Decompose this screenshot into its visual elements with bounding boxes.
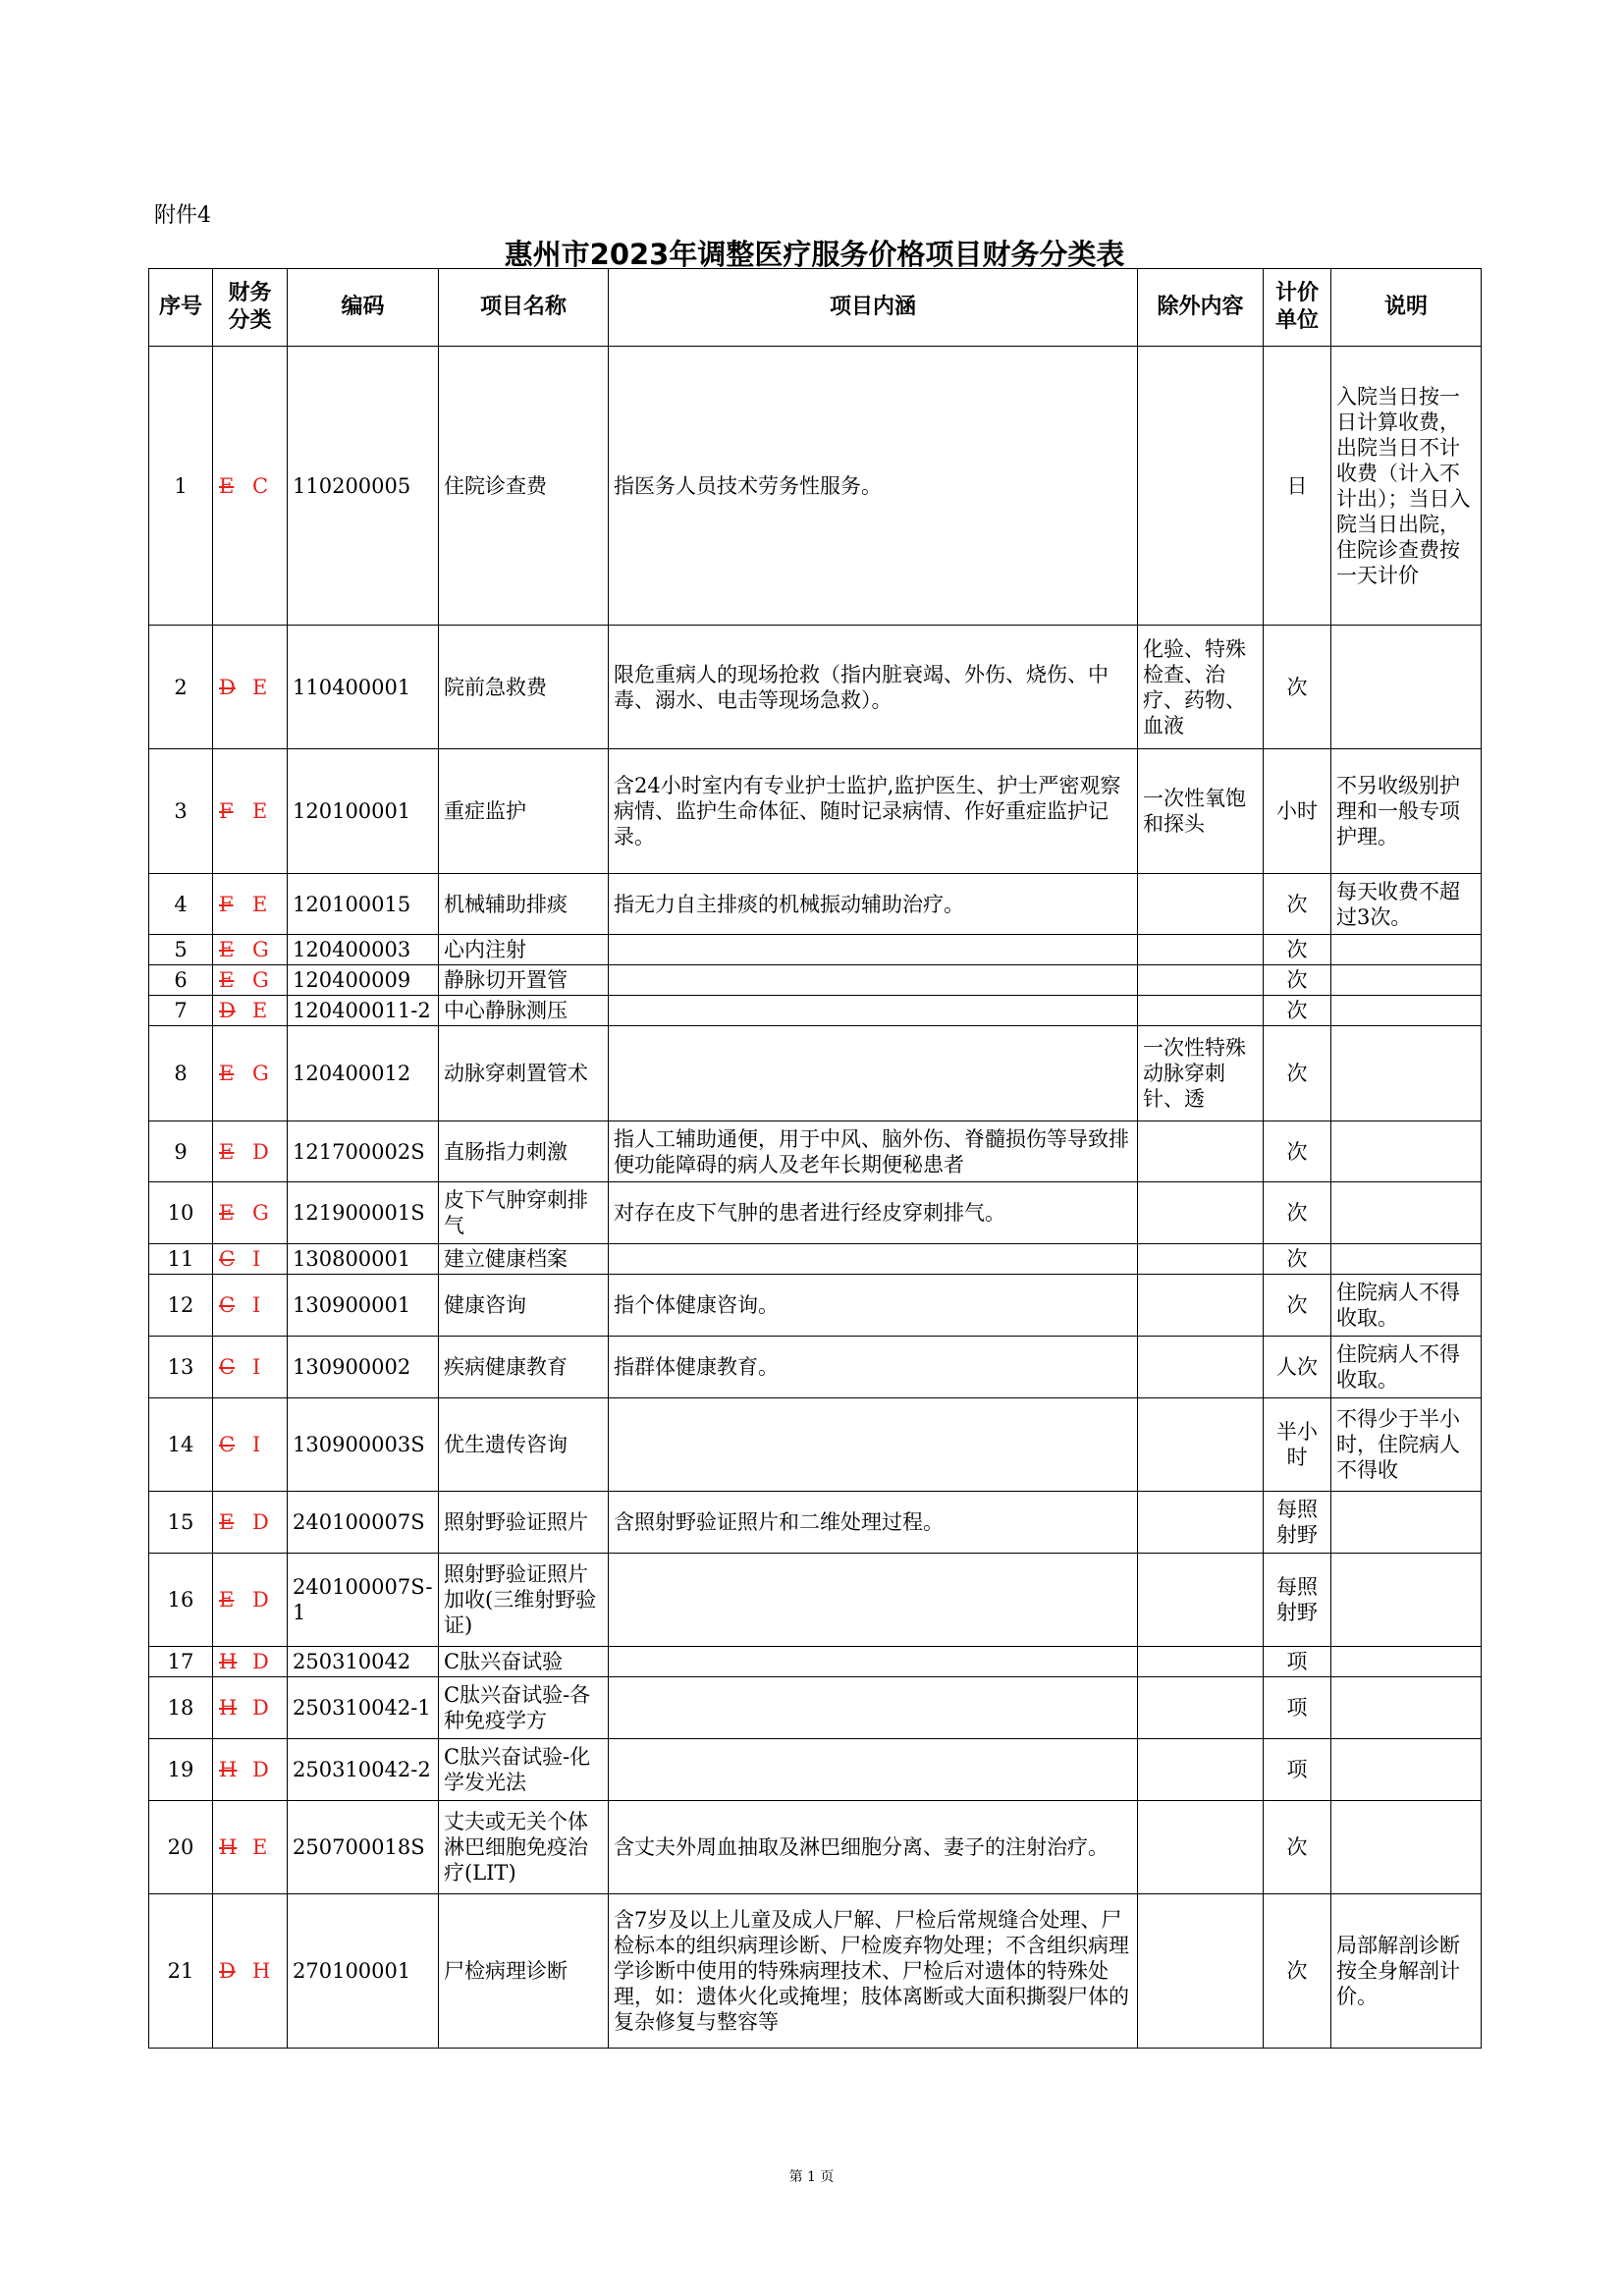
- cell-name: 照射野验证照片加收(三维射野验证): [439, 1554, 609, 1647]
- header-unit: 计价 单位: [1264, 269, 1331, 347]
- cell-code: 121900001S: [288, 1182, 439, 1244]
- cell-content: 指医务人员技术劳务性服务。: [609, 347, 1138, 626]
- cell-code: 110400001: [288, 626, 439, 749]
- new-category: E: [252, 999, 268, 1022]
- cell-code: 120100001: [288, 749, 439, 874]
- cell-category: [213, 1647, 288, 1677]
- cell-exclusions: [1138, 1121, 1264, 1182]
- new-category: D: [252, 1139, 269, 1164]
- cell-exclusions: [1138, 1677, 1264, 1739]
- cell-unit: 项: [1264, 1677, 1331, 1739]
- cell-category: [213, 1739, 288, 1801]
- new-category: E: [252, 675, 268, 699]
- cell-exclusions: [1138, 1337, 1264, 1398]
- old-category: D: [219, 999, 236, 1022]
- cell-content: [609, 1398, 1138, 1492]
- cell-category: [213, 1337, 288, 1398]
- cell-note: 住院病人不得收取。: [1331, 1275, 1482, 1337]
- cell-name: C肽兴奋试验-各种免疫学方: [439, 1677, 609, 1739]
- cell-code: 130900002: [288, 1337, 439, 1398]
- cell-category: [213, 1554, 288, 1647]
- cell-content: [609, 996, 1138, 1026]
- old-category: C: [219, 1293, 236, 1317]
- cell-name: 尸检病理诊断: [439, 1894, 609, 2049]
- new-category: I: [252, 1247, 261, 1271]
- cell-code: 130900003S: [288, 1398, 439, 1492]
- old-category: E: [219, 968, 235, 992]
- cell-seq: 14: [149, 1398, 213, 1492]
- cell-category: [213, 749, 288, 874]
- cell-code: 250310042-2: [288, 1739, 439, 1801]
- cell-seq: 4: [149, 874, 213, 935]
- cell-content: 含24小时室内有专业护士监护,监护医生、护士严密观察病情、监护生命体征、随时记录病情、作好重症监护记录。: [609, 749, 1138, 874]
- cell-note: [1331, 626, 1482, 749]
- old-category: E: [219, 1510, 235, 1534]
- cell-seq: 9: [149, 1121, 213, 1182]
- cell-seq: 16: [149, 1554, 213, 1647]
- cell-exclusions: [1138, 874, 1264, 935]
- cell-code: 250310042-1: [288, 1677, 439, 1739]
- cell-exclusions: [1138, 347, 1264, 626]
- table-row: [149, 935, 1482, 965]
- old-category: E: [219, 1139, 235, 1164]
- cell-exclusions: 一次性氧饱和探头: [1138, 749, 1264, 874]
- table-row: [149, 1894, 1482, 2049]
- old-category: C: [219, 1247, 236, 1271]
- cell-note: 每天收费不超过3次。: [1331, 874, 1482, 935]
- cell-code: 121700002S: [288, 1121, 439, 1182]
- new-category: G: [252, 1062, 269, 1085]
- cell-exclusions: [1138, 1739, 1264, 1801]
- cell-unit: 次: [1264, 1182, 1331, 1244]
- cell-exclusions: [1138, 1894, 1264, 2049]
- cell-content: 含丈夫外周血抽取及淋巴细胞分离、妻子的注射治疗。: [609, 1801, 1138, 1894]
- cell-code: 110200005: [288, 347, 439, 626]
- cell-code: 250310042: [288, 1647, 439, 1677]
- cell-code: 250700018S: [288, 1801, 439, 1894]
- fee-classification-table: [148, 268, 1482, 2049]
- cell-unit: 人次: [1264, 1337, 1331, 1398]
- old-category: E: [219, 1062, 235, 1085]
- cell-note: [1331, 1244, 1482, 1275]
- cell-exclusions: 一次性特殊动脉穿刺针、透: [1138, 1026, 1264, 1121]
- old-category: D: [219, 1959, 236, 1983]
- cell-unit: 次: [1264, 874, 1331, 935]
- new-category: G: [252, 1201, 269, 1225]
- table-row: [149, 1244, 1482, 1275]
- cell-unit: 次: [1264, 1801, 1331, 1894]
- cell-unit: 日: [1264, 347, 1331, 626]
- old-category: H: [219, 1758, 238, 1781]
- cell-code: 130800001: [288, 1244, 439, 1275]
- cell-exclusions: 化验、特殊检查、治疗、药物、血液: [1138, 626, 1264, 749]
- cell-note: [1331, 1121, 1482, 1182]
- cell-content: 对存在皮下气肿的患者进行经皮穿刺排气。: [609, 1182, 1138, 1244]
- cell-content: [609, 1647, 1138, 1677]
- cell-content: 指个体健康咨询。: [609, 1275, 1138, 1337]
- cell-unit: 次: [1264, 1275, 1331, 1337]
- cell-unit: 项: [1264, 1647, 1331, 1677]
- old-category: E: [219, 473, 235, 498]
- table-row: [149, 1801, 1482, 1894]
- header-category: 财务 分类: [213, 269, 288, 347]
- cell-note: [1331, 1182, 1482, 1244]
- old-category: F: [219, 892, 234, 916]
- cell-seq: 11: [149, 1244, 213, 1275]
- table-row: [149, 996, 1482, 1026]
- table-row: [149, 347, 1482, 626]
- cell-code: 270100001: [288, 1894, 439, 2049]
- cell-name: 中心静脉测压: [439, 996, 609, 1026]
- cell-content: [609, 1739, 1138, 1801]
- cell-exclusions: [1138, 1647, 1264, 1677]
- cell-unit: 每照射野: [1264, 1554, 1331, 1647]
- cell-category: [213, 1275, 288, 1337]
- cell-category: [213, 626, 288, 749]
- cell-seq: 15: [149, 1492, 213, 1554]
- cell-seq: 5: [149, 935, 213, 965]
- new-category: E: [252, 892, 268, 916]
- new-category: D: [252, 1758, 269, 1781]
- cell-note: 入院当日按一日计算收费，出院当日不计收费（计入不计出）；当日入院当日出院，住院诊查费按一天计价: [1331, 347, 1482, 626]
- cell-content: 指群体健康教育。: [609, 1337, 1138, 1398]
- cell-note: [1331, 996, 1482, 1026]
- cell-name: 皮下气肿穿刺排气: [439, 1182, 609, 1244]
- cell-category: [213, 1492, 288, 1554]
- table-row: [149, 1554, 1482, 1647]
- cell-name: 动脉穿刺置管术: [439, 1026, 609, 1121]
- cell-content: 限危重病人的现场抢救（指内脏衰竭、外伤、烧伤、中毒、溺水、电击等现场急救）。: [609, 626, 1138, 749]
- cell-category: [213, 996, 288, 1026]
- header-seq: 序号: [149, 269, 213, 347]
- new-category: D: [252, 1696, 269, 1720]
- cell-unit: 次: [1264, 1244, 1331, 1275]
- old-category: H: [219, 1650, 238, 1673]
- cell-category: [213, 935, 288, 965]
- cell-note: 住院病人不得收取。: [1331, 1337, 1482, 1398]
- new-category: I: [252, 1293, 261, 1317]
- cell-name: C肽兴奋试验: [439, 1647, 609, 1677]
- table-row: [149, 1121, 1482, 1182]
- cell-note: [1331, 935, 1482, 965]
- cell-note: [1331, 1677, 1482, 1739]
- new-category: C: [252, 473, 269, 498]
- document-title: 惠州市2023年调整医疗服务价格项目财务分类表: [504, 238, 1125, 271]
- cell-category: [213, 1801, 288, 1894]
- header-content: 项目内涵: [609, 269, 1138, 347]
- cell-code: 120100015: [288, 874, 439, 935]
- page-footer: 第 1 页: [788, 2169, 835, 2185]
- cell-unit: 次: [1264, 1121, 1331, 1182]
- table-row: [149, 1275, 1482, 1337]
- new-category: I: [252, 1355, 261, 1379]
- cell-seq: 8: [149, 1026, 213, 1121]
- cell-name: 健康咨询: [439, 1275, 609, 1337]
- cell-name: 丈夫或无关个体淋巴细胞免疫治疗(LIT): [439, 1801, 609, 1894]
- cell-note: [1331, 1739, 1482, 1801]
- cell-category: [213, 1026, 288, 1121]
- cell-seq: 18: [149, 1677, 213, 1739]
- cell-note: [1331, 1801, 1482, 1894]
- table-row: [149, 626, 1482, 749]
- old-category: D: [219, 675, 236, 699]
- table-row: [149, 749, 1482, 874]
- cell-note: [1331, 965, 1482, 996]
- cell-content: 含照射野验证照片和二维处理过程。: [609, 1492, 1138, 1554]
- table-row: [149, 1398, 1482, 1492]
- cell-name: 静脉切开置管: [439, 965, 609, 996]
- cell-category: [213, 347, 288, 626]
- cell-content: [609, 965, 1138, 996]
- cell-content: 含7岁及以上儿童及成人尸解、尸检后常规缝合处理、尸检标本的组织病理诊断、尸检废弃物处理；不含组织病理学诊断中使用的特殊病理技术、尸检后对遗体的特殊处理，如：遗体火化或掩埋；肢体离断或大面积撕裂尸体的复杂修复与整容等: [609, 1894, 1138, 2049]
- new-category: E: [252, 799, 268, 823]
- table-row: [149, 1739, 1482, 1801]
- cell-exclusions: [1138, 965, 1264, 996]
- new-category: E: [252, 1835, 268, 1859]
- old-category: H: [219, 1696, 238, 1720]
- cell-seq: 6: [149, 965, 213, 996]
- table-row: [149, 1026, 1482, 1121]
- old-category: H: [219, 1835, 238, 1859]
- old-category: C: [219, 1355, 236, 1379]
- cell-unit: 次: [1264, 996, 1331, 1026]
- cell-name: 照射野验证照片: [439, 1492, 609, 1554]
- cell-unit: 次: [1264, 935, 1331, 965]
- table-header-row: [149, 269, 1482, 347]
- new-category: D: [252, 1510, 269, 1534]
- table-row: [149, 1492, 1482, 1554]
- attachment-label: 附件4: [154, 203, 211, 228]
- table-row: [149, 965, 1482, 996]
- cell-exclusions: [1138, 1554, 1264, 1647]
- table-row: [149, 1337, 1482, 1398]
- cell-name: C肽兴奋试验-化学发光法: [439, 1739, 609, 1801]
- cell-unit: 半小时: [1264, 1398, 1331, 1492]
- cell-seq: 3: [149, 749, 213, 874]
- cell-category: [213, 1894, 288, 2049]
- cell-unit: 次: [1264, 626, 1331, 749]
- old-category: C: [219, 1433, 236, 1456]
- old-category: E: [219, 1588, 235, 1612]
- header-note: 说明: [1331, 269, 1482, 347]
- cell-code: 130900001: [288, 1275, 439, 1337]
- old-category: E: [219, 938, 235, 961]
- new-category: D: [252, 1588, 269, 1612]
- cell-code: 120400011-2: [288, 996, 439, 1026]
- cell-exclusions: [1138, 1492, 1264, 1554]
- cell-code: 120400009: [288, 965, 439, 996]
- cell-note: [1331, 1492, 1482, 1554]
- cell-unit: 每照射野: [1264, 1492, 1331, 1554]
- table-row: [149, 1182, 1482, 1244]
- cell-content: [609, 1026, 1138, 1121]
- table-body: [149, 347, 1482, 2049]
- old-category: F: [219, 799, 234, 823]
- cell-seq: 12: [149, 1275, 213, 1337]
- cell-note: [1331, 1554, 1482, 1647]
- cell-note: 不另收级别护理和一般专项护理。: [1331, 749, 1482, 874]
- cell-name: 机械辅助排痰: [439, 874, 609, 935]
- cell-exclusions: [1138, 996, 1264, 1026]
- cell-exclusions: [1138, 1182, 1264, 1244]
- cell-note: [1331, 1647, 1482, 1677]
- new-category: I: [252, 1433, 261, 1456]
- cell-content: [609, 1554, 1138, 1647]
- cell-note: 不得少于半小时，住院病人不得收: [1331, 1398, 1482, 1492]
- cell-exclusions: [1138, 1275, 1264, 1337]
- cell-note: [1331, 1026, 1482, 1121]
- cell-seq: 2: [149, 626, 213, 749]
- cell-code: 120400012: [288, 1026, 439, 1121]
- cell-unit: 次: [1264, 1026, 1331, 1121]
- cell-content: [609, 1244, 1138, 1275]
- cell-category: [213, 965, 288, 996]
- cell-code: 240100007S-1: [288, 1554, 439, 1647]
- cell-seq: 20: [149, 1801, 213, 1894]
- cell-name: 心内注射: [439, 935, 609, 965]
- cell-code: 120400003: [288, 935, 439, 965]
- header-code: 编码: [288, 269, 439, 347]
- cell-code: 240100007S: [288, 1492, 439, 1554]
- cell-seq: 21: [149, 1894, 213, 2049]
- cell-exclusions: [1138, 935, 1264, 965]
- cell-category: [213, 874, 288, 935]
- cell-unit: 次: [1264, 1894, 1331, 2049]
- cell-seq: 1: [149, 347, 213, 626]
- new-category: H: [252, 1959, 271, 1983]
- cell-seq: 19: [149, 1739, 213, 1801]
- old-category: E: [219, 1201, 235, 1225]
- cell-content: 指无力自主排痰的机械振动辅助治疗。: [609, 874, 1138, 935]
- cell-unit: 项: [1264, 1739, 1331, 1801]
- new-category: D: [252, 1650, 269, 1673]
- cell-seq: 17: [149, 1647, 213, 1677]
- cell-name: 院前急救费: [439, 626, 609, 749]
- cell-category: [213, 1182, 288, 1244]
- header-exclusions: 除外内容: [1138, 269, 1264, 347]
- new-category: G: [252, 968, 269, 992]
- cell-name: 建立健康档案: [439, 1244, 609, 1275]
- cell-unit: 小时: [1264, 749, 1331, 874]
- cell-name: 优生遗传咨询: [439, 1398, 609, 1492]
- cell-seq: 13: [149, 1337, 213, 1398]
- cell-name: 疾病健康教育: [439, 1337, 609, 1398]
- cell-seq: 10: [149, 1182, 213, 1244]
- table-row: [149, 874, 1482, 935]
- cell-unit: 次: [1264, 965, 1331, 996]
- cell-note: 局部解剖诊断按全身解剖计价。: [1331, 1894, 1482, 2049]
- cell-content: [609, 1677, 1138, 1739]
- cell-exclusions: [1138, 1398, 1264, 1492]
- header-name: 项目名称: [439, 269, 609, 347]
- cell-category: [213, 1398, 288, 1492]
- cell-name: 重症监护: [439, 749, 609, 874]
- cell-category: [213, 1244, 288, 1275]
- cell-exclusions: [1138, 1801, 1264, 1894]
- cell-category: [213, 1677, 288, 1739]
- cell-name: 直肠指力刺激: [439, 1121, 609, 1182]
- table-row: [149, 1677, 1482, 1739]
- cell-content: 指人工辅助通便，用于中风、脑外伤、脊髓损伤等导致排便功能障碍的病人及老年长期便秘患者: [609, 1121, 1138, 1182]
- cell-exclusions: [1138, 1244, 1264, 1275]
- cell-category: [213, 1121, 288, 1182]
- cell-seq: 7: [149, 996, 213, 1026]
- table-row: [149, 1647, 1482, 1677]
- cell-content: [609, 935, 1138, 965]
- new-category: G: [252, 938, 269, 961]
- cell-name: 住院诊查费: [439, 347, 609, 626]
